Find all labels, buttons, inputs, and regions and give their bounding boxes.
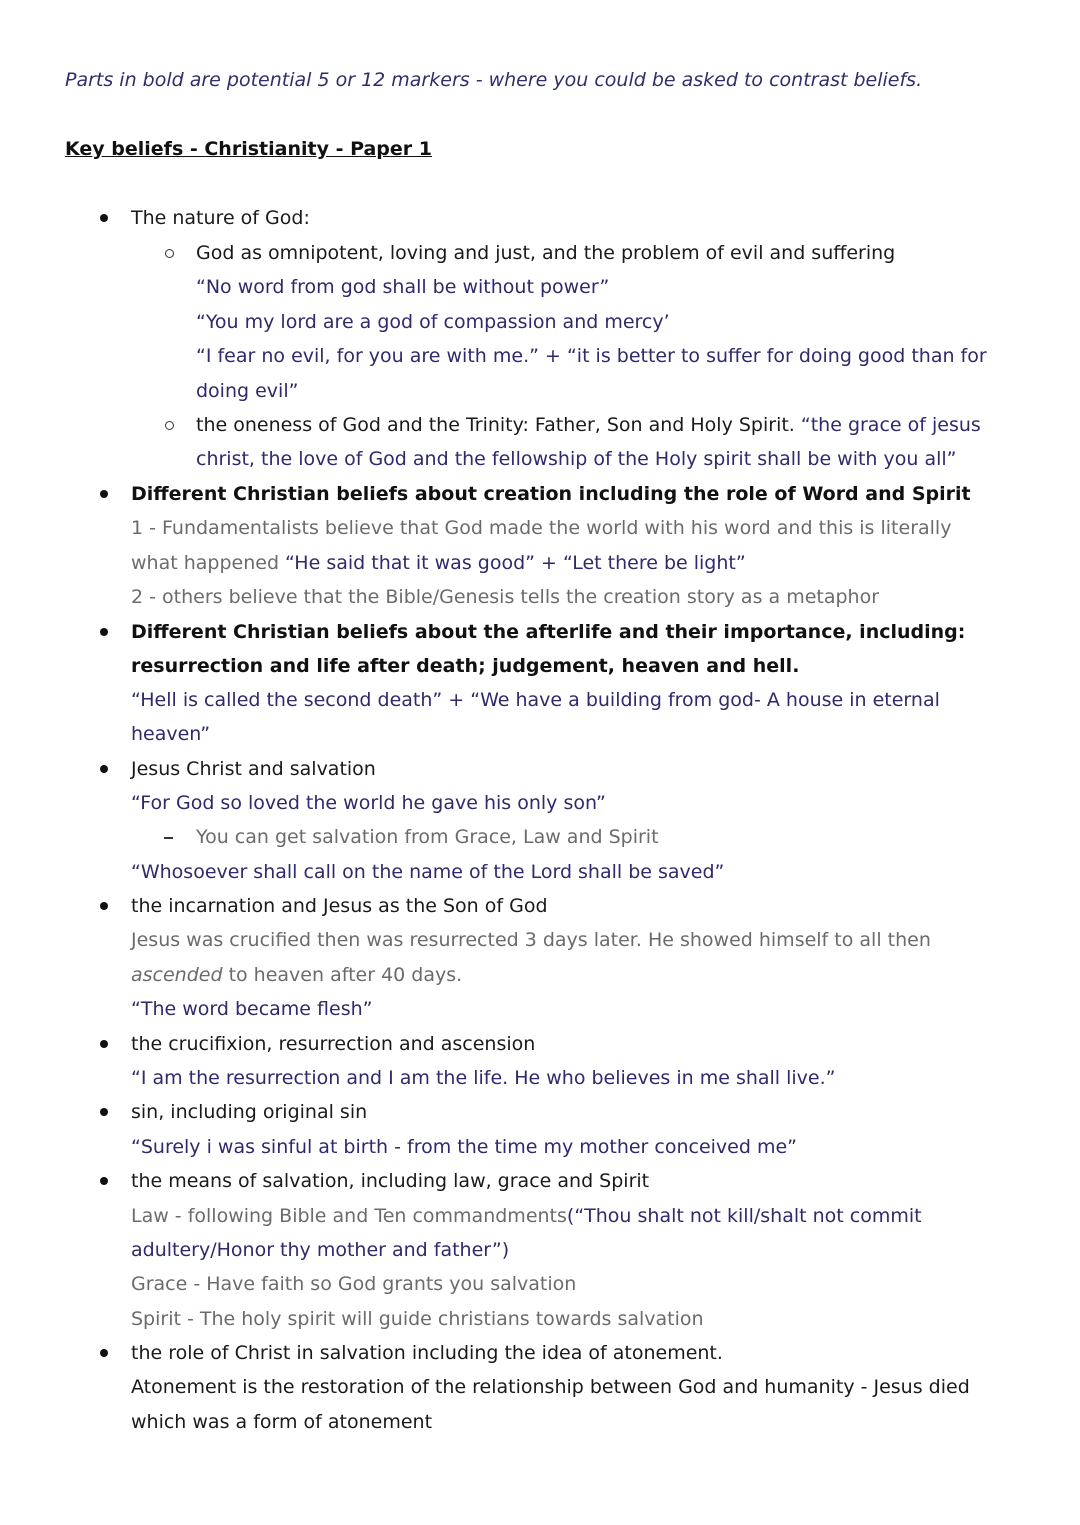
note-line: You can get salvation from Grace, Law and Spirit (196, 826, 659, 848)
note-text: to heaven after 40 days. (222, 964, 463, 986)
topic-atonement: the role of Christ in salvation including the idea of atonement. (131, 1342, 723, 1364)
law-quote: (“Thou shalt not kill/shalt not commit (566, 1205, 922, 1227)
creation-quote: “He said that it was good” + “Let there be light” (285, 552, 746, 574)
note-line: Jesus was crucified then was resurrected 3 days later. He showed himself to all then (131, 929, 931, 951)
bullet-4 (100, 765, 108, 773)
topic-creation: Different Christian beliefs about creation including the role of Word and Spirit (131, 483, 971, 505)
quote-line: “Whosoever shall call on the name of the Lord shall be saved” (131, 861, 725, 883)
quote-line: “For God so loved the world he gave his only son” (131, 792, 606, 814)
trinity-text: the oneness of God and the Trinity: Father, Son and Holy Spirit. (196, 414, 801, 436)
subtopic-omnipotent: God as omnipotent, loving and just, and the problem of evil and suffering (196, 242, 896, 264)
topic-nature-of-god: The nature of God: (131, 207, 310, 229)
sub-bullet-2 (165, 421, 174, 430)
quote-line: heaven” (131, 723, 211, 745)
quote-line: “No word from god shall be without power” (196, 276, 610, 298)
law-text: Law - following Bible and Ten commandments (131, 1205, 567, 1227)
page-heading: Key beliefs - Christianity - Paper 1 (65, 138, 432, 160)
topic-afterlife-cont: resurrection and life after death; judgement, heaven and hell. (131, 655, 800, 677)
quote-line: “I am the resurrection and I am the life. He who believes in me shall live.” (131, 1067, 836, 1089)
note-line (131, 963, 462, 987)
note-text: what happened (131, 552, 286, 574)
bullet-2 (100, 490, 108, 498)
dash-marker (164, 837, 173, 839)
topic-salvation: Jesus Christ and salvation (131, 758, 376, 780)
topic-incarnation: the incarnation and Jesus as the Son of God (131, 895, 548, 917)
quote-line: christ, the love of God and the fellowship of the Holy spirit shall be with you all” (196, 448, 957, 470)
note-line: which was a form of atonement (131, 1411, 433, 1433)
quote-line: “Surely i was sinful at birth - from the time my mother conceived me” (131, 1136, 798, 1158)
bullet-3 (100, 628, 108, 636)
note-line: Grace - Have faith so God grants you salvation (131, 1273, 577, 1295)
note-line: 2 - others believe that the Bible/Genesis tells the creation story as a metaphor (131, 586, 880, 608)
note-line: Atonement is the restoration of the relationship between God and humanity - Jesus died (131, 1376, 970, 1398)
topic-afterlife: Different Christian beliefs about the afterlife and their importance, including: (131, 621, 966, 643)
quote-line: “Hell is called the second death” + “We have a building from god- A house in eternal (131, 689, 940, 711)
topic-crucifixion: the crucifixion, resurrection and ascension (131, 1033, 536, 1055)
quote-line: doing evil” (196, 380, 299, 402)
sub-bullet-1 (165, 249, 174, 258)
bullet-5 (100, 902, 108, 910)
quote-line: adultery/Honor thy mother and father”) (131, 1239, 510, 1261)
subtopic-trinity (196, 413, 981, 437)
bullet-9 (100, 1349, 108, 1357)
note-line: Spirit - The holy spirit will guide christians towards salvation (131, 1308, 704, 1330)
bullet-8 (100, 1177, 108, 1185)
ascended-word: ascended (131, 964, 223, 986)
bullet-6 (100, 1040, 108, 1048)
quote-line: “I fear no evil, for you are with me.” + “it is better to suffer for doing good than for (196, 345, 987, 367)
quote-line: “You my lord are a god of compassion and mercy’ (196, 311, 670, 333)
note-line: 1 - Fundamentalists believe that God made the world with his word and this is literally (131, 517, 952, 539)
trinity-quote: “the grace of jesus (800, 414, 981, 436)
quote-line: “The word became flesh” (131, 998, 373, 1020)
topic-means-of-salvation: the means of salvation, including law, grace and Spirit (131, 1170, 650, 1192)
bullet-1 (100, 214, 108, 222)
bullet-7 (100, 1108, 108, 1116)
topic-sin: sin, including original sin (131, 1101, 368, 1123)
note-line (131, 551, 746, 575)
note-line (131, 1204, 922, 1228)
intro-note: Parts in bold are potential 5 or 12 markers - where you could be asked to contrast beliefs. (65, 69, 923, 91)
